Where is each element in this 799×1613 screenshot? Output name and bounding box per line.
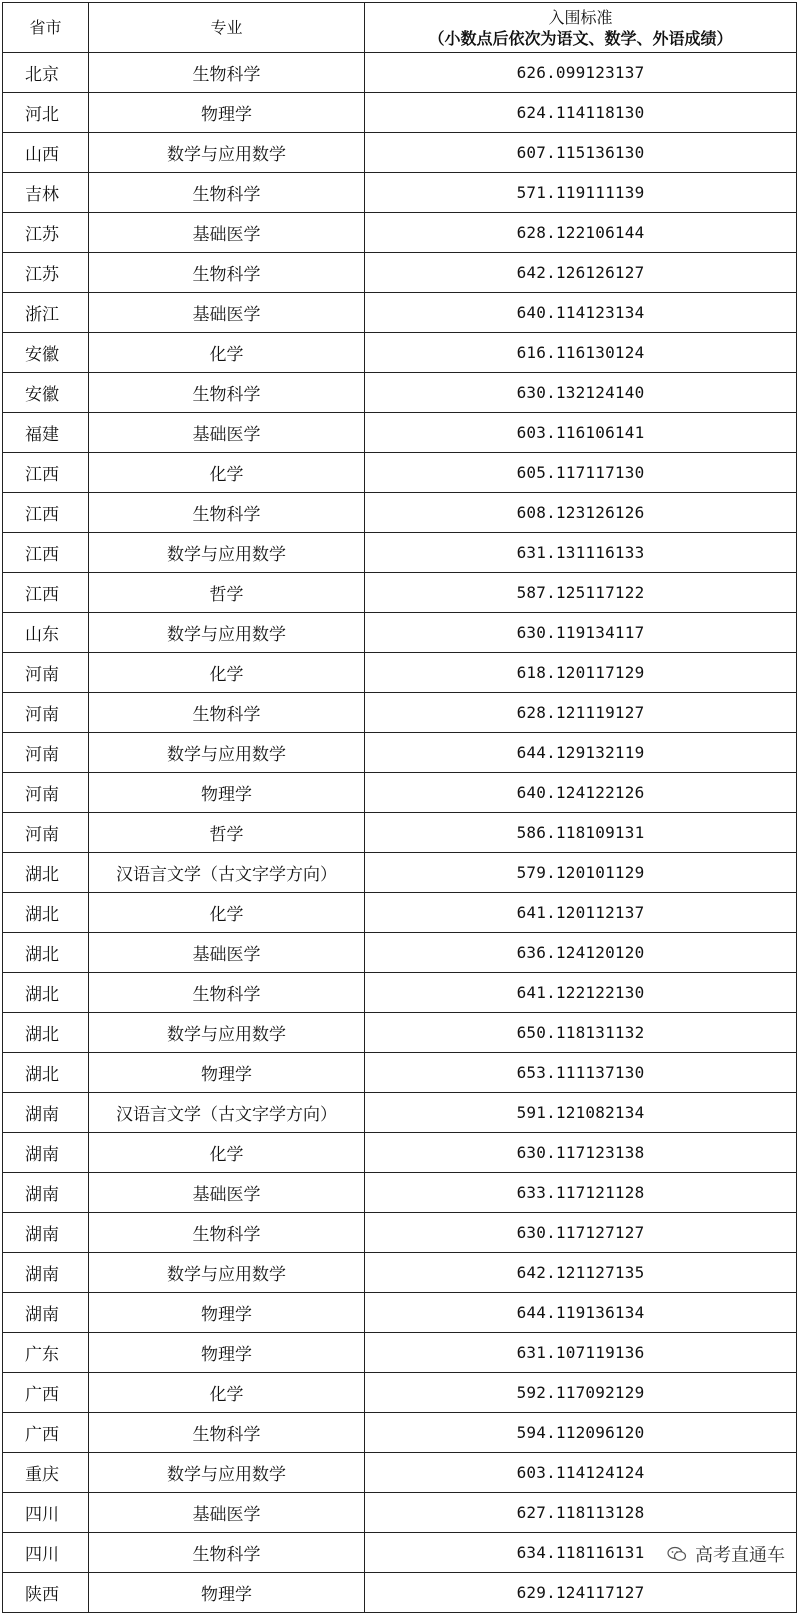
cell-major: 哲学	[89, 573, 365, 613]
cell-major: 哲学	[89, 813, 365, 853]
table-row	[3, 213, 797, 253]
cell-province: 江苏	[3, 253, 89, 293]
cell-province: 广西	[3, 1373, 89, 1413]
cell-major: 物理学	[89, 93, 365, 133]
cell-major: 化学	[89, 1373, 365, 1413]
cell-major: 基础医学	[89, 293, 365, 333]
cell-score: 630.117127127	[365, 1213, 797, 1253]
table-row	[3, 653, 797, 693]
table-row	[3, 1093, 797, 1133]
table-row	[3, 1053, 797, 1093]
watermark-text: 高考直通车	[695, 1545, 785, 1566]
cell-score: 641.122122130	[365, 973, 797, 1013]
cell-province: 湖北	[3, 893, 89, 933]
cell-province: 重庆	[3, 1453, 89, 1493]
table-header-row	[3, 3, 797, 53]
cell-province: 福建	[3, 413, 89, 453]
cell-score: 591.121082134	[365, 1093, 797, 1133]
cell-major: 生物科学	[89, 173, 365, 213]
table-row	[3, 333, 797, 373]
cell-major: 汉语言文学（古文字学方向）	[89, 853, 365, 893]
cell-score: 628.122106144	[365, 213, 797, 253]
cell-major: 物理学	[89, 773, 365, 813]
table-row	[3, 773, 797, 813]
cell-major: 数学与应用数学	[89, 733, 365, 773]
cell-province: 河南	[3, 653, 89, 693]
cell-score: 642.121127135	[365, 1253, 797, 1293]
cell-score: 644.119136134	[365, 1293, 797, 1333]
cell-major: 数学与应用数学	[89, 1253, 365, 1293]
cell-province: 安徽	[3, 333, 89, 373]
cell-major: 基础医学	[89, 933, 365, 973]
cell-major: 生物科学	[89, 53, 365, 93]
cell-province: 广东	[3, 1333, 89, 1373]
cell-score: 640.124122126	[365, 773, 797, 813]
cell-score: 594.112096120	[365, 1413, 797, 1453]
cell-province: 湖北	[3, 933, 89, 973]
cell-score: 644.129132119	[365, 733, 797, 773]
cell-province: 江苏	[3, 213, 89, 253]
cell-province: 湖南	[3, 1253, 89, 1293]
cell-province: 河南	[3, 693, 89, 733]
watermark	[663, 1539, 789, 1569]
cell-province: 河南	[3, 773, 89, 813]
admission-score-table	[2, 2, 797, 1613]
cell-major: 基础医学	[89, 213, 365, 253]
cell-score: 587.125117122	[365, 573, 797, 613]
cell-province: 湖南	[3, 1133, 89, 1173]
table-row	[3, 173, 797, 213]
table-row	[3, 813, 797, 853]
table-row	[3, 733, 797, 773]
table-row	[3, 893, 797, 933]
cell-score: 586.118109131	[365, 813, 797, 853]
cell-province: 四川	[3, 1493, 89, 1533]
cell-province: 江西	[3, 573, 89, 613]
cell-province: 陕西	[3, 1573, 89, 1613]
table-row	[3, 1293, 797, 1333]
table-row	[3, 1493, 797, 1533]
table-row	[3, 413, 797, 453]
cell-score: 633.117121128	[365, 1173, 797, 1213]
cell-score: 641.120112137	[365, 893, 797, 933]
cell-score: 624.114118130	[365, 93, 797, 133]
table-row	[3, 1413, 797, 1453]
header-score	[365, 3, 797, 53]
cell-score: 630.117123138	[365, 1133, 797, 1173]
table-row	[3, 1573, 797, 1613]
cell-score: 640.114123134	[365, 293, 797, 333]
table-row	[3, 1333, 797, 1373]
cell-score: 592.117092129	[365, 1373, 797, 1413]
cell-major: 生物科学	[89, 693, 365, 733]
cell-province: 北京	[3, 53, 89, 93]
cell-province: 河南	[3, 733, 89, 773]
table-row	[3, 253, 797, 293]
cell-major: 化学	[89, 893, 365, 933]
cell-major: 数学与应用数学	[89, 1453, 365, 1493]
cell-province: 安徽	[3, 373, 89, 413]
cell-major: 基础医学	[89, 413, 365, 453]
cell-major: 化学	[89, 653, 365, 693]
table-row	[3, 1213, 797, 1253]
table-row	[3, 573, 797, 613]
cell-province: 江西	[3, 453, 89, 493]
table-row	[3, 1173, 797, 1213]
cell-score: 603.116106141	[365, 413, 797, 453]
cell-score: 608.123126126	[365, 493, 797, 533]
cell-major: 生物科学	[89, 1213, 365, 1253]
table-row	[3, 933, 797, 973]
header-major: 专业	[89, 3, 365, 53]
cell-province: 江西	[3, 493, 89, 533]
cell-province: 江西	[3, 533, 89, 573]
cell-major: 基础医学	[89, 1173, 365, 1213]
cell-major: 化学	[89, 1133, 365, 1173]
cell-major: 汉语言文学（古文字学方向）	[89, 1093, 365, 1133]
cell-province: 河南	[3, 813, 89, 853]
cell-major: 生物科学	[89, 973, 365, 1013]
cell-score: 626.099123137	[365, 53, 797, 93]
cell-score: 627.118113128	[365, 1493, 797, 1533]
cell-province: 广西	[3, 1413, 89, 1453]
cell-major: 生物科学	[89, 373, 365, 413]
table-row	[3, 453, 797, 493]
table-body	[3, 53, 797, 1613]
cell-score: 607.115136130	[365, 133, 797, 173]
table-row	[3, 1013, 797, 1053]
cell-score: 634.118116131	[365, 1533, 797, 1573]
table-row	[3, 133, 797, 173]
cell-major: 基础医学	[89, 1493, 365, 1533]
table-row	[3, 1253, 797, 1293]
cell-province: 湖北	[3, 973, 89, 1013]
cell-score: 642.126126127	[365, 253, 797, 293]
cell-major: 生物科学	[89, 493, 365, 533]
cell-province: 浙江	[3, 293, 89, 333]
cell-score: 579.120101129	[365, 853, 797, 893]
table-row	[3, 533, 797, 573]
cell-score: 653.111137130	[365, 1053, 797, 1093]
cell-major: 物理学	[89, 1293, 365, 1333]
table-row	[3, 1133, 797, 1173]
cell-major: 物理学	[89, 1573, 365, 1613]
cell-score: 630.132124140	[365, 373, 797, 413]
header-score-title: 入围标准	[548, 7, 613, 27]
cell-province: 山西	[3, 133, 89, 173]
cell-province: 四川	[3, 1533, 89, 1573]
table-row	[3, 853, 797, 893]
cell-major: 物理学	[89, 1053, 365, 1093]
cell-score: 616.116130124	[365, 333, 797, 373]
cell-major: 化学	[89, 453, 365, 493]
cell-score: 630.119134117	[365, 613, 797, 653]
table-row	[3, 93, 797, 133]
cell-major: 生物科学	[89, 1533, 365, 1573]
cell-major: 生物科学	[89, 1413, 365, 1453]
cell-province: 湖南	[3, 1293, 89, 1333]
cell-major: 数学与应用数学	[89, 613, 365, 653]
cell-score: 650.118131132	[365, 1013, 797, 1053]
cell-province: 湖南	[3, 1213, 89, 1253]
table-row	[3, 53, 797, 93]
cell-major: 数学与应用数学	[89, 1013, 365, 1053]
cell-score: 628.121119127	[365, 693, 797, 733]
table-row	[3, 493, 797, 533]
table-row	[3, 613, 797, 653]
cell-major: 物理学	[89, 1333, 365, 1373]
cell-score: 636.124120120	[365, 933, 797, 973]
cell-score: 603.114124124	[365, 1453, 797, 1493]
cell-score: 629.124117127	[365, 1573, 797, 1613]
table-row	[3, 1373, 797, 1413]
cell-major: 化学	[89, 333, 365, 373]
table-row	[3, 693, 797, 733]
cell-province: 湖北	[3, 853, 89, 893]
cell-major: 生物科学	[89, 253, 365, 293]
table-row	[3, 293, 797, 333]
cell-province: 湖南	[3, 1173, 89, 1213]
cell-province: 山东	[3, 613, 89, 653]
table-row	[3, 1453, 797, 1493]
table-row	[3, 373, 797, 413]
cell-score: 631.131116133	[365, 533, 797, 573]
cell-province: 吉林	[3, 173, 89, 213]
header-province: 省市	[3, 3, 89, 53]
wechat-icon	[667, 1546, 687, 1562]
table-row	[3, 973, 797, 1013]
cell-major: 数学与应用数学	[89, 533, 365, 573]
cell-score: 605.117117130	[365, 453, 797, 493]
cell-province: 河北	[3, 93, 89, 133]
cell-score: 631.107119136	[365, 1333, 797, 1373]
cell-score: 571.119111139	[365, 173, 797, 213]
cell-major: 数学与应用数学	[89, 133, 365, 173]
header-score-note: （小数点后依次为语文、数学、外语成绩）	[428, 28, 733, 48]
cell-province: 湖南	[3, 1093, 89, 1133]
cell-province: 湖北	[3, 1013, 89, 1053]
cell-score: 618.120117129	[365, 653, 797, 693]
cell-province: 湖北	[3, 1053, 89, 1093]
